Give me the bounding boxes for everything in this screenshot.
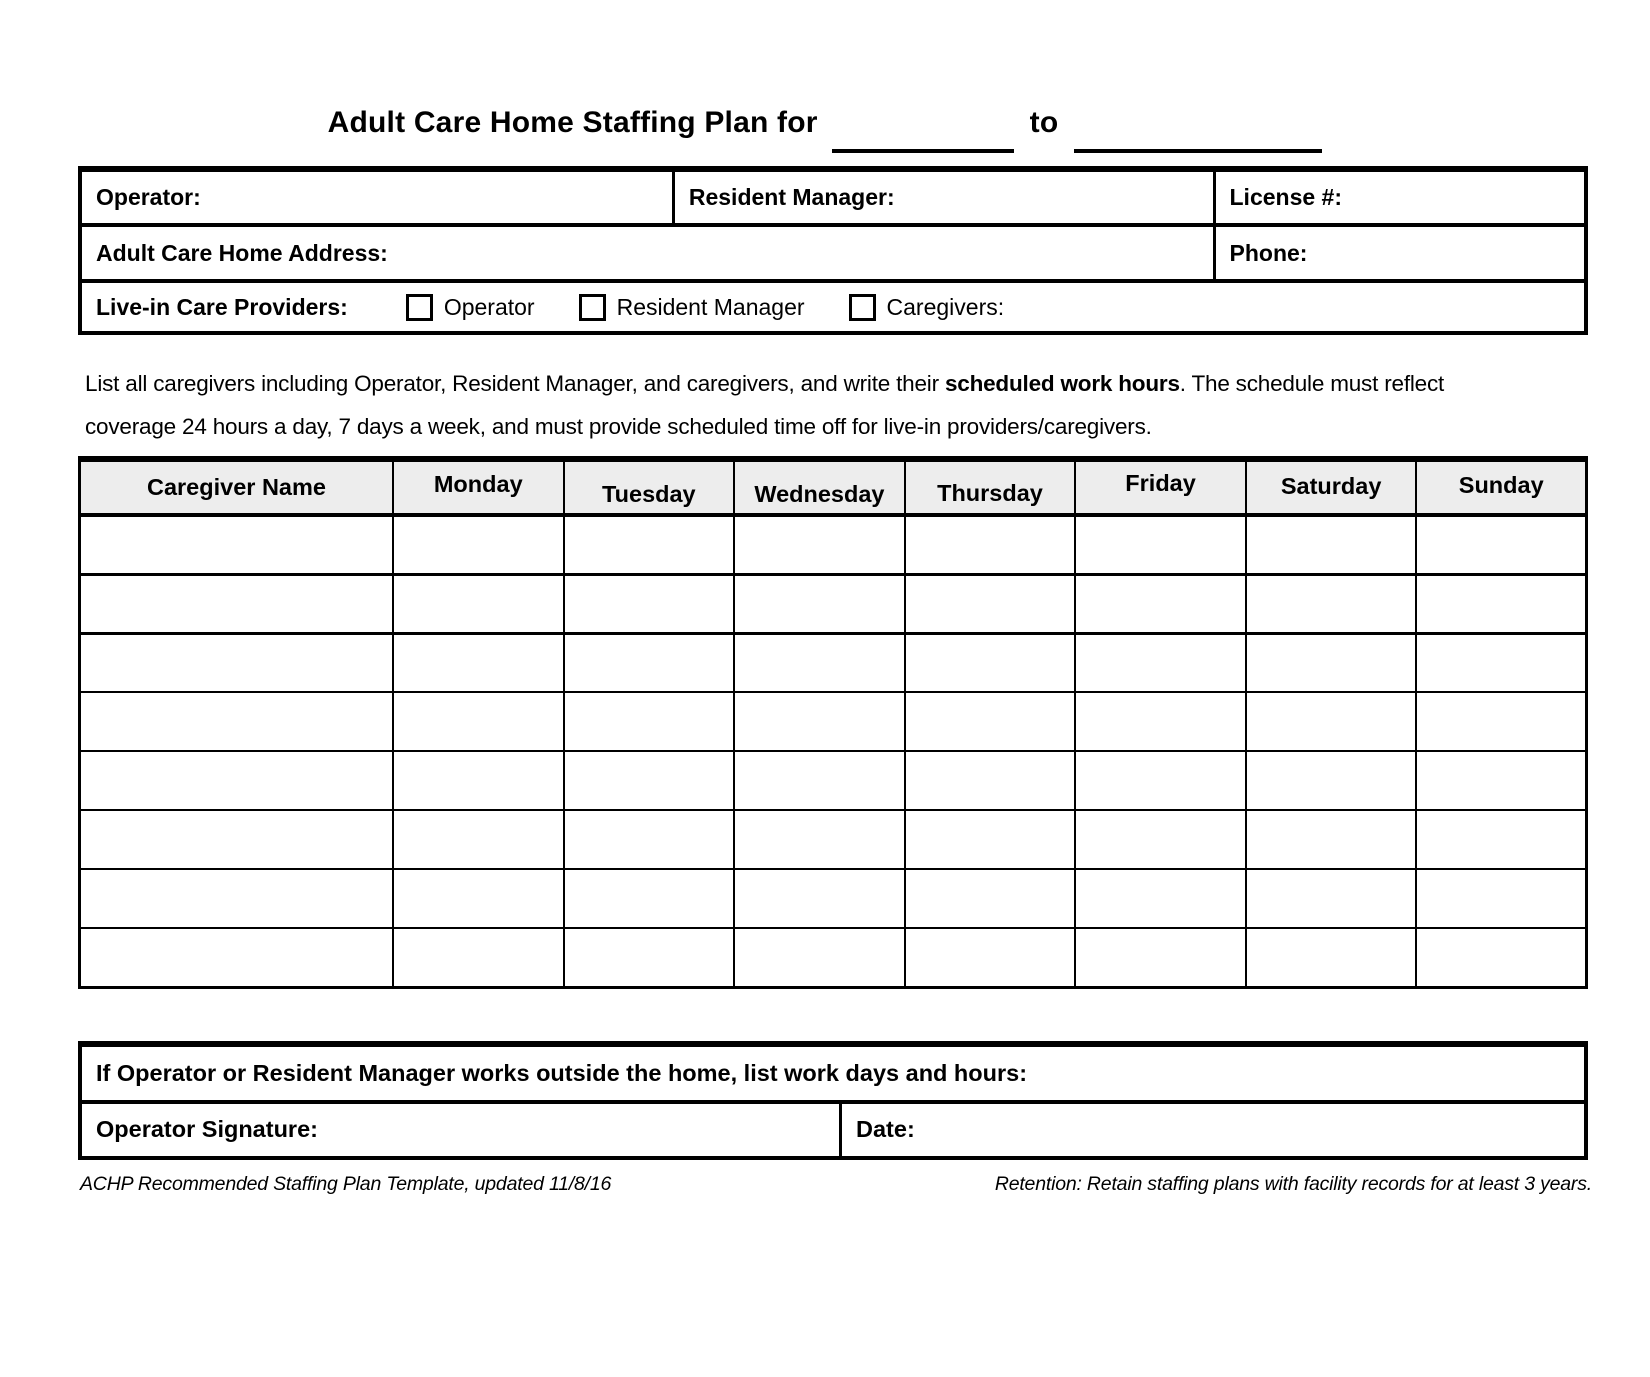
schedule-row [80, 515, 1587, 574]
schedule-hours-cell[interactable] [1246, 633, 1417, 692]
schedule-hours-cell[interactable] [734, 810, 905, 869]
schedule-hours-cell[interactable] [1246, 515, 1417, 574]
schedule-hours-cell[interactable] [1416, 574, 1586, 633]
schedule-hours-cell[interactable] [734, 633, 905, 692]
operator-label: Operator: [96, 184, 201, 210]
date-field[interactable] [841, 1102, 1586, 1158]
footer-template-note: ACHP Recommended Staffing Plan Template, updated 11/8/16 [80, 1172, 612, 1195]
resident-manager-checkbox[interactable] [579, 294, 606, 321]
outside-work-field[interactable] [80, 1044, 1586, 1102]
schedule-hours-cell[interactable] [393, 810, 564, 869]
schedule-hours-cell[interactable] [564, 574, 735, 633]
col-header-friday: Friday [1075, 459, 1246, 515]
schedule-hours-cell[interactable] [1075, 515, 1246, 574]
col-header-sunday: Sunday [1416, 459, 1586, 515]
col-header-saturday: Saturday [1246, 459, 1417, 515]
schedule-hours-cell[interactable] [905, 810, 1076, 869]
schedule-hours-cell[interactable] [905, 692, 1076, 751]
schedule-hours-cell[interactable] [734, 515, 905, 574]
caregiver-name-cell[interactable] [80, 574, 393, 633]
schedule-hours-cell[interactable] [734, 751, 905, 810]
schedule-hours-cell[interactable] [393, 633, 564, 692]
operator-signature-label: Operator Signature: [96, 1116, 318, 1142]
schedule-hours-cell[interactable] [1416, 810, 1586, 869]
footer [80, 1173, 1592, 1196]
schedule-hours-cell[interactable] [905, 515, 1076, 574]
schedule-row [80, 574, 1587, 633]
col-header-monday: Monday [393, 459, 564, 515]
address-label: Adult Care Home Address: [96, 239, 388, 266]
resident-manager-label: Resident Manager: [688, 184, 895, 210]
schedule-hours-cell[interactable] [1246, 869, 1417, 928]
schedule-hours-cell[interactable] [393, 515, 564, 574]
signature-row [80, 1102, 1586, 1158]
schedule-hours-cell[interactable] [1075, 574, 1246, 633]
schedule-row [80, 869, 1587, 928]
outside-work-label: If Operator or Resident Manager works outside the home, list work days and hours: [96, 1059, 1028, 1086]
caregiver-name-cell[interactable] [80, 928, 393, 987]
schedule-row [80, 810, 1587, 869]
schedule-hours-cell[interactable] [393, 869, 564, 928]
schedule-hours-cell[interactable] [564, 633, 735, 692]
license-field[interactable] [1214, 169, 1586, 225]
page-title [0, 102, 1650, 144]
signature-box [78, 1041, 1588, 1160]
schedule-hours-cell[interactable] [564, 810, 735, 869]
schedule-hours-cell[interactable] [1416, 692, 1586, 751]
schedule-row [80, 928, 1587, 987]
schedule-hours-cell[interactable] [734, 869, 905, 928]
caregiver-name-cell[interactable] [80, 633, 393, 692]
date-to-blank[interactable] [1074, 111, 1322, 153]
col-header-caregiver-name: Caregiver Name [80, 459, 393, 515]
operator-checkbox[interactable] [406, 294, 433, 321]
col-header-wednesday: Wednesday [734, 459, 905, 515]
schedule-hours-cell[interactable] [1075, 633, 1246, 692]
schedule-hours-cell[interactable] [1416, 633, 1586, 692]
caregiver-name-cell[interactable] [80, 751, 393, 810]
schedule-hours-cell[interactable] [1075, 869, 1246, 928]
schedule-hours-cell[interactable] [564, 928, 735, 987]
schedule-row [80, 692, 1587, 751]
address-field[interactable] [80, 225, 1214, 281]
schedule-header-row [80, 459, 1587, 515]
live-in-providers-row [80, 281, 1586, 333]
operator-field[interactable] [80, 169, 673, 225]
caregiver-name-cell[interactable] [80, 869, 393, 928]
schedule-hours-cell[interactable] [1416, 928, 1586, 987]
facility-info-table [78, 166, 1588, 335]
schedule-row [80, 751, 1587, 810]
phone-label: Phone: [1229, 239, 1308, 266]
schedule-hours-cell[interactable] [1246, 928, 1417, 987]
schedule-hours-cell[interactable] [1075, 692, 1246, 751]
schedule-hours-cell[interactable] [734, 574, 905, 633]
schedule-hours-cell[interactable] [1246, 574, 1417, 633]
schedule-hours-cell[interactable] [1075, 810, 1246, 869]
resident-manager-checkbox-label: Resident Manager [616, 293, 805, 320]
date-label: Date: [856, 1116, 915, 1142]
schedule-hours-cell[interactable] [1246, 692, 1417, 751]
schedule-hours-cell[interactable] [1416, 751, 1586, 810]
footer-retention-note: Retention: Retain staffing plans with facility records for at least 3 years. [994, 1172, 1592, 1195]
schedule-hours-cell[interactable] [1246, 751, 1417, 810]
live-in-providers-label: Live-in Care Providers: [96, 293, 348, 320]
instructions-part1: List all caregivers including Operator, Resident Manager, and caregivers, and write their [85, 371, 945, 396]
schedule-hours-cell[interactable] [564, 692, 735, 751]
schedule-hours-cell[interactable] [393, 751, 564, 810]
caregiver-name-cell[interactable] [80, 515, 393, 574]
caregiver-name-cell[interactable] [80, 692, 393, 751]
schedule-hours-cell[interactable] [734, 692, 905, 751]
date-from-blank[interactable] [832, 111, 1014, 153]
schedule-hours-cell[interactable] [1075, 928, 1246, 987]
phone-field[interactable] [1214, 225, 1586, 281]
schedule-hours-cell[interactable] [905, 751, 1076, 810]
info-row-3 [80, 281, 1586, 333]
instructions-paragraph [85, 362, 1499, 448]
operator-checkbox-label: Operator [443, 293, 535, 320]
page-title-to: to [1029, 106, 1059, 139]
schedule-hours-cell[interactable] [1246, 810, 1417, 869]
schedule-hours-cell[interactable] [564, 751, 735, 810]
schedule-hours-cell[interactable] [905, 928, 1076, 987]
caregivers-checkbox[interactable] [849, 294, 876, 321]
schedule-hours-cell[interactable] [393, 574, 564, 633]
license-label: License #: [1229, 184, 1342, 210]
schedule-hours-cell[interactable] [1416, 515, 1586, 574]
schedule-hours-cell[interactable] [905, 633, 1076, 692]
instructions-bold: scheduled work hours [944, 371, 1180, 396]
schedule-hours-cell[interactable] [393, 692, 564, 751]
resident-manager-field[interactable] [673, 169, 1214, 225]
page-title-text: Adult Care Home Staffing Plan for [327, 106, 818, 139]
col-header-tuesday: Tuesday [564, 459, 735, 515]
info-row-1 [80, 169, 1586, 225]
schedule-hours-cell[interactable] [734, 928, 905, 987]
col-header-thursday: Thursday [905, 459, 1076, 515]
schedule-table [78, 456, 1588, 989]
schedule-hours-cell[interactable] [393, 928, 564, 987]
schedule-hours-cell[interactable] [564, 515, 735, 574]
operator-signature-field[interactable] [80, 1102, 841, 1158]
outside-work-row [80, 1044, 1586, 1102]
caregivers-checkbox-label: Caregivers: [886, 293, 1005, 320]
schedule-hours-cell[interactable] [564, 869, 735, 928]
instructions-part2: . The schedule must reflect coverage 24 hours a day, 7 days a week, and must provide scheduled time off for live-in providers/caregivers. [85, 371, 1445, 439]
schedule-hours-cell[interactable] [905, 574, 1076, 633]
schedule-hours-cell[interactable] [1416, 869, 1586, 928]
caregiver-name-cell[interactable] [80, 810, 393, 869]
schedule-row [80, 633, 1587, 692]
schedule-hours-cell[interactable] [905, 869, 1076, 928]
schedule-body [80, 515, 1587, 987]
info-row-2 [80, 225, 1586, 281]
schedule-hours-cell[interactable] [1075, 751, 1246, 810]
